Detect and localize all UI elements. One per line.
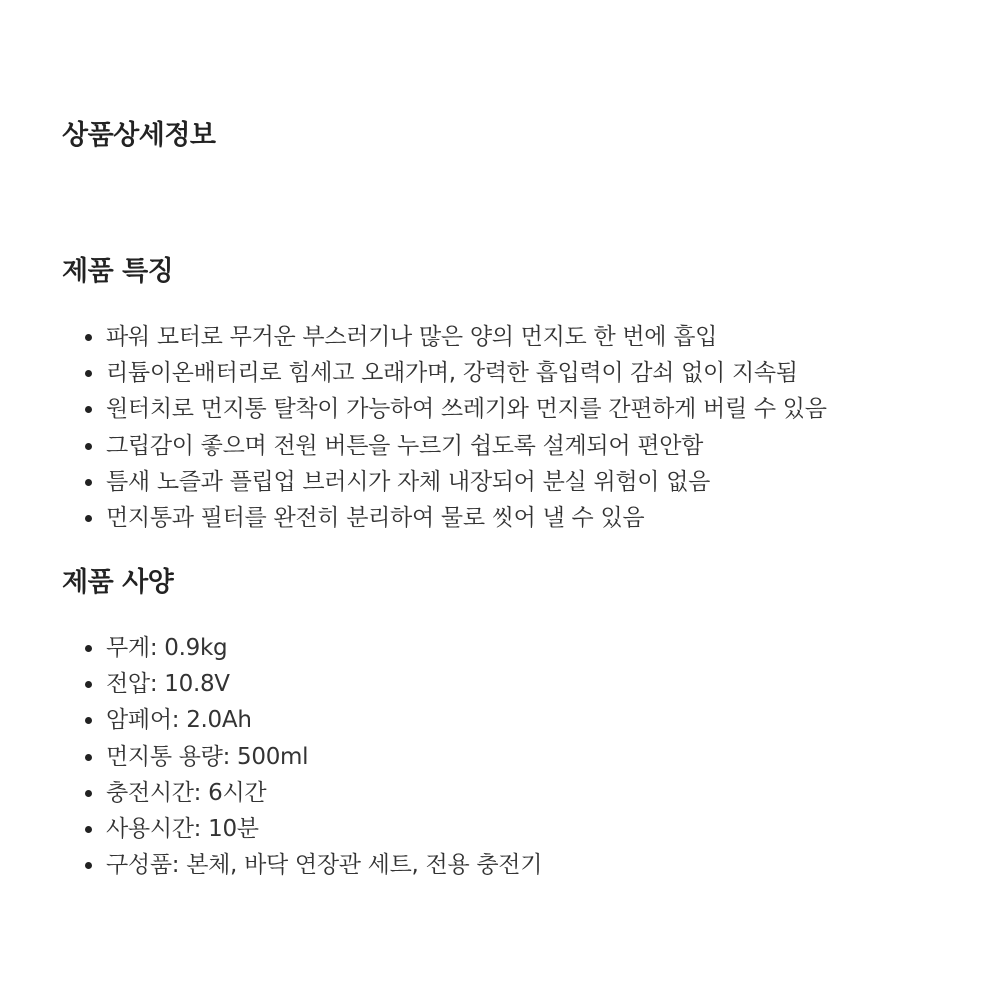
spec-item: [106, 811, 542, 847]
bullet-icon: [85, 862, 92, 869]
specs-list: [106, 630, 542, 883]
bullet-icon: [85, 826, 92, 833]
bullet-icon: [85, 443, 92, 450]
feature-item-text: 리튬이온배터리로 힘세고 오래가며, 강력한 흡입력이 감쇠 없이 지속됨: [106, 360, 798, 387]
specs-heading: 제품 사양: [62, 567, 174, 598]
spec-item: [106, 775, 542, 811]
bullet-icon: [85, 717, 92, 724]
feature-item-text: 틈새 노즐과 플립업 브러시가 자체 내장되어 분실 위험이 없음: [106, 468, 711, 495]
feature-item-text: 먼지통과 필터를 완전히 분리하여 물로 씻어 낼 수 있음: [106, 504, 645, 531]
spec-item-text: 사용시간: 10분: [106, 815, 259, 842]
bullet-icon: [85, 334, 92, 341]
page-title: 상품상세정보: [62, 120, 216, 151]
spec-item-text: 무게: 0.9kg: [106, 635, 228, 661]
spec-item-text: 암페어: 2.0Ah: [106, 707, 252, 734]
spec-item: [106, 666, 542, 702]
bullet-icon: [85, 790, 92, 797]
feature-item: [106, 464, 827, 500]
bullet-icon: [85, 754, 92, 761]
feature-item: [106, 319, 827, 355]
spec-item: [106, 702, 542, 738]
feature-item: [106, 355, 827, 391]
spec-item: [106, 847, 542, 883]
feature-item: [106, 500, 827, 536]
feature-item-text: 그립감이 좋으며 전원 버튼을 누르기 쉽도록 설계되어 편안함: [106, 432, 704, 459]
spec-item: [106, 630, 542, 666]
bullet-icon: [85, 681, 92, 688]
feature-item: [106, 391, 827, 427]
bullet-icon: [85, 406, 92, 413]
spec-item-text: 먼지통 용량: 500ml: [106, 743, 309, 770]
bullet-icon: [85, 515, 92, 522]
feature-item-text: 원터치로 먼지통 탈착이 가능하여 쓰레기와 먼지를 간편하게 버릴 수 있음: [106, 396, 827, 423]
spec-item: [106, 739, 542, 775]
bullet-icon: [85, 370, 92, 377]
feature-item-text: 파워 모터로 무거운 부스러기나 많은 양의 먼지도 한 번에 흡입: [106, 324, 718, 350]
spec-item-text: 충전시간: 6시간: [106, 779, 267, 806]
bullet-icon: [85, 645, 92, 652]
features-list: [106, 319, 827, 536]
feature-item: [106, 428, 827, 464]
spec-item-text: 구성품: 본체, 바닥 연장관 세트, 전용 충전기: [106, 852, 543, 879]
features-heading: 제품 특징: [62, 256, 174, 287]
spec-item-text: 전압: 10.8V: [106, 671, 230, 698]
bullet-icon: [85, 479, 92, 486]
